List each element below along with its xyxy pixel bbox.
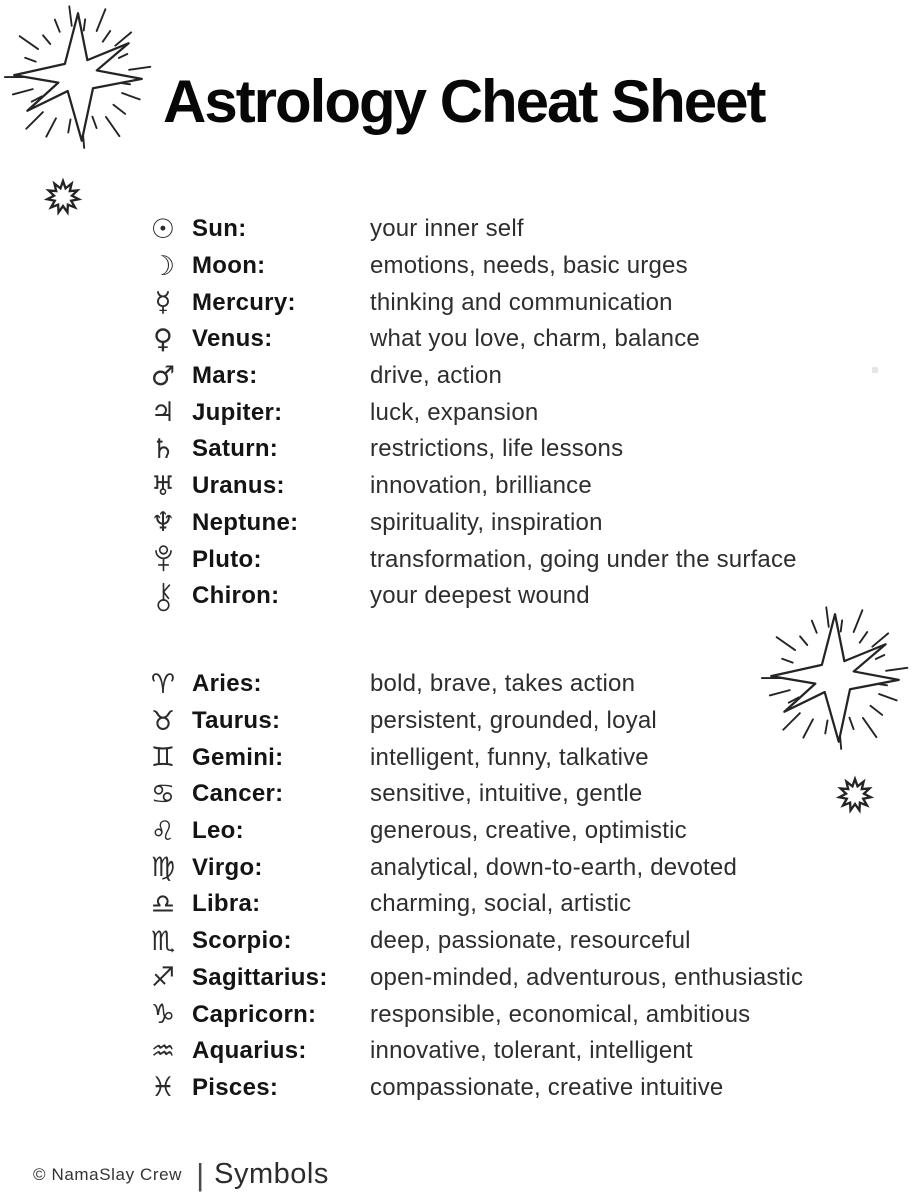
sign-name: Aquarius: bbox=[192, 1037, 307, 1065]
planet-name: Sun: bbox=[192, 215, 247, 243]
sign-description: analytical, down-to-earth, devoted bbox=[370, 853, 738, 881]
planet-name: Venus: bbox=[192, 325, 273, 353]
planet-description: thinking and communication bbox=[370, 288, 673, 316]
burst-star-icon bbox=[46, 180, 80, 214]
sign-name: Taurus: bbox=[192, 707, 281, 735]
leo-symbol-icon: ♌ bbox=[150, 815, 176, 847]
moon-symbol-icon: ☽ bbox=[150, 250, 176, 282]
zodiac-signs-list bbox=[134, 666, 803, 1106]
sign-name: Libra: bbox=[192, 890, 261, 918]
cancer-symbol-icon: ♋ bbox=[150, 778, 176, 810]
sign-description: open-minded, adventurous, enthusiastic bbox=[370, 963, 804, 991]
sign-description: persistent, grounded, loyal bbox=[370, 707, 657, 735]
sign-description: generous, creative, optimistic bbox=[370, 817, 687, 845]
planet-name: Uranus: bbox=[192, 472, 285, 500]
footer bbox=[33, 1158, 329, 1191]
sign-description: intelligent, funny, talkative bbox=[370, 743, 649, 771]
sign-name: Gemini: bbox=[192, 743, 284, 771]
jupiter-symbol-icon: ♃ bbox=[150, 397, 176, 429]
venus-symbol-icon: ♀ bbox=[153, 323, 173, 355]
sun-symbol-icon: ☉ bbox=[150, 213, 176, 245]
sign-name: Scorpio: bbox=[192, 927, 292, 955]
sparkle-star-icon bbox=[0, 2, 156, 152]
sign-name: Cancer: bbox=[192, 780, 284, 808]
sign-name: Virgo: bbox=[192, 853, 263, 881]
sign-name: Capricorn: bbox=[192, 1000, 317, 1028]
sign-description: bold, brave, takes action bbox=[370, 670, 636, 698]
planet-name: Moon: bbox=[192, 252, 266, 280]
dust-speck bbox=[872, 367, 878, 373]
planet-name: Mars: bbox=[192, 362, 258, 390]
planet-description: luck, expansion bbox=[370, 398, 539, 426]
footer-brand: Symbols bbox=[214, 1158, 329, 1190]
planet-name: Mercury: bbox=[192, 288, 296, 316]
planet-description: drive, action bbox=[370, 362, 502, 390]
sign-description: innovative, tolerant, intelligent bbox=[370, 1037, 693, 1065]
pluto-symbol-icon bbox=[134, 544, 192, 575]
sign-name: Sagittarius: bbox=[192, 963, 328, 991]
chiron-symbol-icon bbox=[134, 581, 192, 612]
page-title: Astrology Cheat Sheet bbox=[163, 68, 765, 135]
planet-description: emotions, needs, basic urges bbox=[370, 252, 688, 280]
pisces-symbol-icon: ♓ bbox=[150, 1072, 176, 1104]
planet-description: what you love, charm, balance bbox=[370, 325, 700, 353]
planet-name: Neptune: bbox=[192, 508, 299, 536]
aquarius-symbol-icon: ♒ bbox=[150, 1035, 176, 1067]
taurus-symbol-icon: ♉ bbox=[150, 705, 176, 737]
planet-description: restrictions, life lessons bbox=[370, 435, 624, 463]
copyright-text: © NamaSlay Crew bbox=[33, 1164, 183, 1184]
sign-name: Leo: bbox=[192, 817, 244, 845]
sagittarius-symbol-icon: ♐ bbox=[150, 962, 176, 994]
sign-description: deep, passionate, resourceful bbox=[370, 927, 691, 955]
planet-name: Saturn: bbox=[192, 435, 279, 463]
sign-description: compassionate, creative intuitive bbox=[370, 1073, 724, 1101]
sign-description: responsible, economical, ambitious bbox=[370, 1000, 751, 1028]
planet-name: Pluto: bbox=[192, 545, 262, 573]
sign-name: Pisces: bbox=[192, 1073, 279, 1101]
planet-description: transformation, going under the surface bbox=[370, 545, 797, 573]
saturn-symbol-icon: ♄ bbox=[150, 433, 176, 465]
libra-symbol-icon: ♎ bbox=[150, 888, 176, 920]
capricorn-symbol-icon: ♑ bbox=[150, 999, 176, 1031]
planet-description: spirituality, inspiration bbox=[370, 508, 603, 536]
uranus-symbol-icon: ♅ bbox=[150, 470, 176, 502]
burst-star-icon bbox=[838, 778, 872, 812]
planet-name: Chiron: bbox=[192, 582, 280, 610]
virgo-symbol-icon: ♍ bbox=[150, 852, 176, 884]
gemini-symbol-icon: ♊ bbox=[150, 742, 176, 774]
planet-description: your deepest wound bbox=[370, 582, 590, 610]
planet-description: your inner self bbox=[370, 215, 524, 243]
planet-description: innovation, brilliance bbox=[370, 472, 592, 500]
mercury-symbol-icon: ☿ bbox=[154, 287, 172, 319]
sign-name: Aries: bbox=[192, 670, 262, 698]
sign-description: charming, social, artistic bbox=[370, 890, 632, 918]
aries-symbol-icon: ♈ bbox=[150, 668, 176, 700]
footer-divider: | bbox=[196, 1157, 205, 1192]
mars-symbol-icon: ♂ bbox=[150, 360, 176, 392]
planets-list bbox=[134, 211, 797, 615]
neptune-symbol-icon: ♆ bbox=[150, 507, 176, 539]
sign-description: sensitive, intuitive, gentle bbox=[370, 780, 643, 808]
scorpio-symbol-icon: ♏ bbox=[150, 925, 176, 957]
planet-name: Jupiter: bbox=[192, 398, 283, 426]
